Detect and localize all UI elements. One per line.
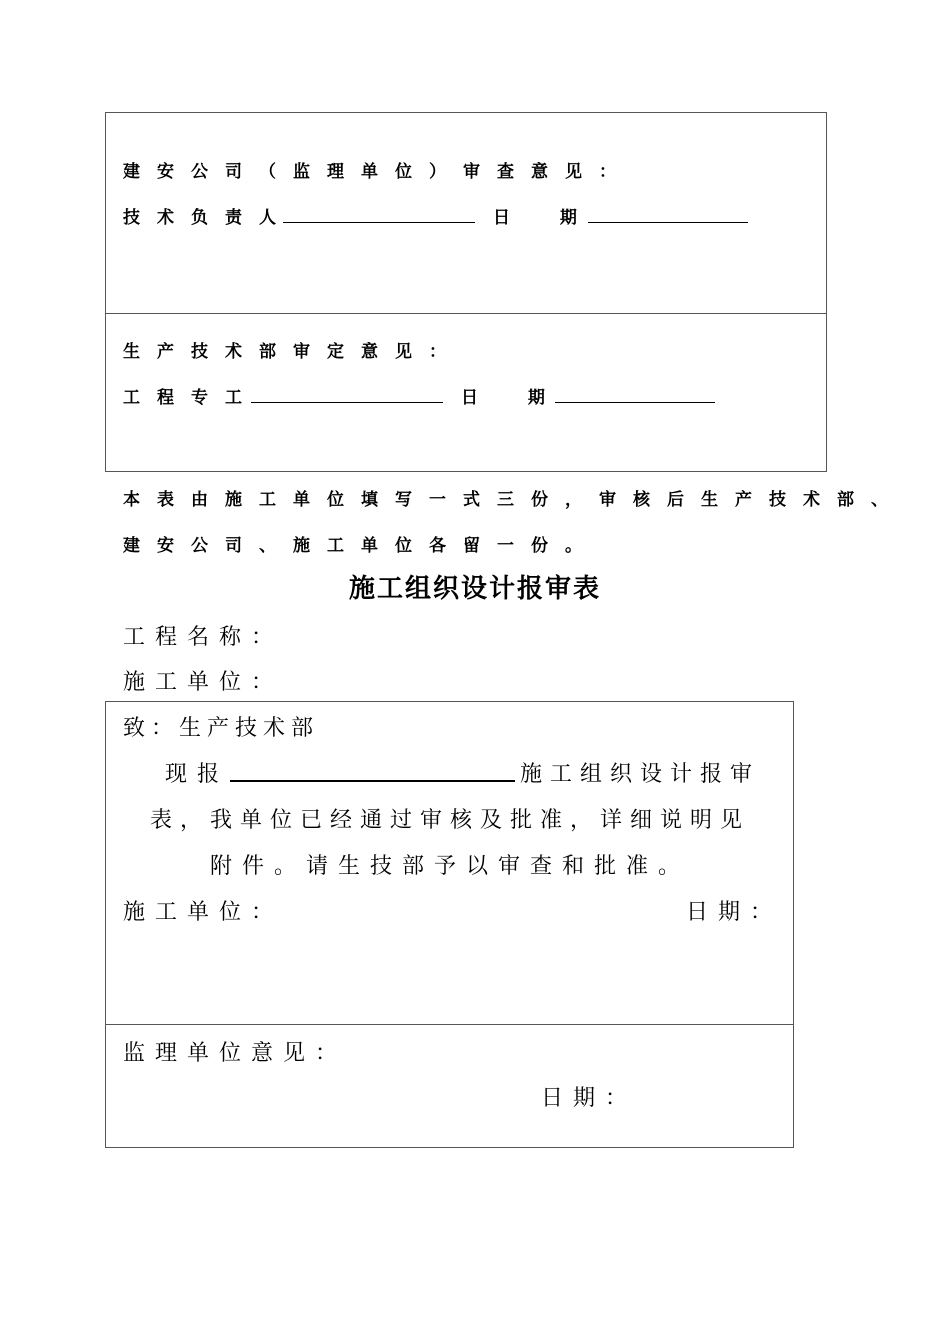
technical-lead-signature-line[interactable] <box>283 222 475 223</box>
form-title: 施工组织设计报审表 <box>348 574 601 604</box>
project-engineer-signature-line[interactable] <box>251 402 443 403</box>
date-line-2[interactable] <box>555 402 715 403</box>
technical-lead-label: 技术负责人 <box>123 208 293 228</box>
contractor-sign-label: 施工单位： <box>123 900 284 925</box>
report-suffix: 施工组织设计报审 <box>520 762 761 787</box>
body-line-3: 附件。请生技部予以审查和批准。 <box>209 854 690 879</box>
supervisor-opinion-label: 监理单位意见： <box>123 1041 348 1066</box>
date-label-2: 日 期 <box>461 388 567 408</box>
supervisor-date-label: 日期： <box>541 1086 638 1111</box>
construction-company-opinion-label: 建安公司（监理单位）审查意见： <box>123 162 633 182</box>
body-line-2: 表，我单位已经通过审核及批准，详细说明见 <box>149 808 750 833</box>
submission-table-divider <box>105 1024 794 1025</box>
project-engineer-label: 工程专工 <box>123 388 259 408</box>
date-line-1[interactable] <box>588 222 748 223</box>
date-label-1: 日 期 <box>493 208 599 228</box>
to-recipient-label: 致：生产技术部 <box>123 716 320 741</box>
project-name-label: 工程名称： <box>123 625 284 650</box>
report-prefix: 现报 <box>165 762 230 787</box>
note-line-1: 本表由施工单位填写一式三份，审核后生产技术部、 <box>123 490 905 510</box>
note-line-2: 建安公司、施工单位各留一份。 <box>123 536 599 556</box>
upper-table-divider <box>105 313 827 314</box>
design-name-blank-line[interactable] <box>230 780 515 782</box>
production-dept-opinion-label: 生产技术部审定意见： <box>123 342 463 362</box>
contractor-label: 施工单位： <box>123 670 284 695</box>
contractor-date-label: 日期： <box>686 900 783 925</box>
